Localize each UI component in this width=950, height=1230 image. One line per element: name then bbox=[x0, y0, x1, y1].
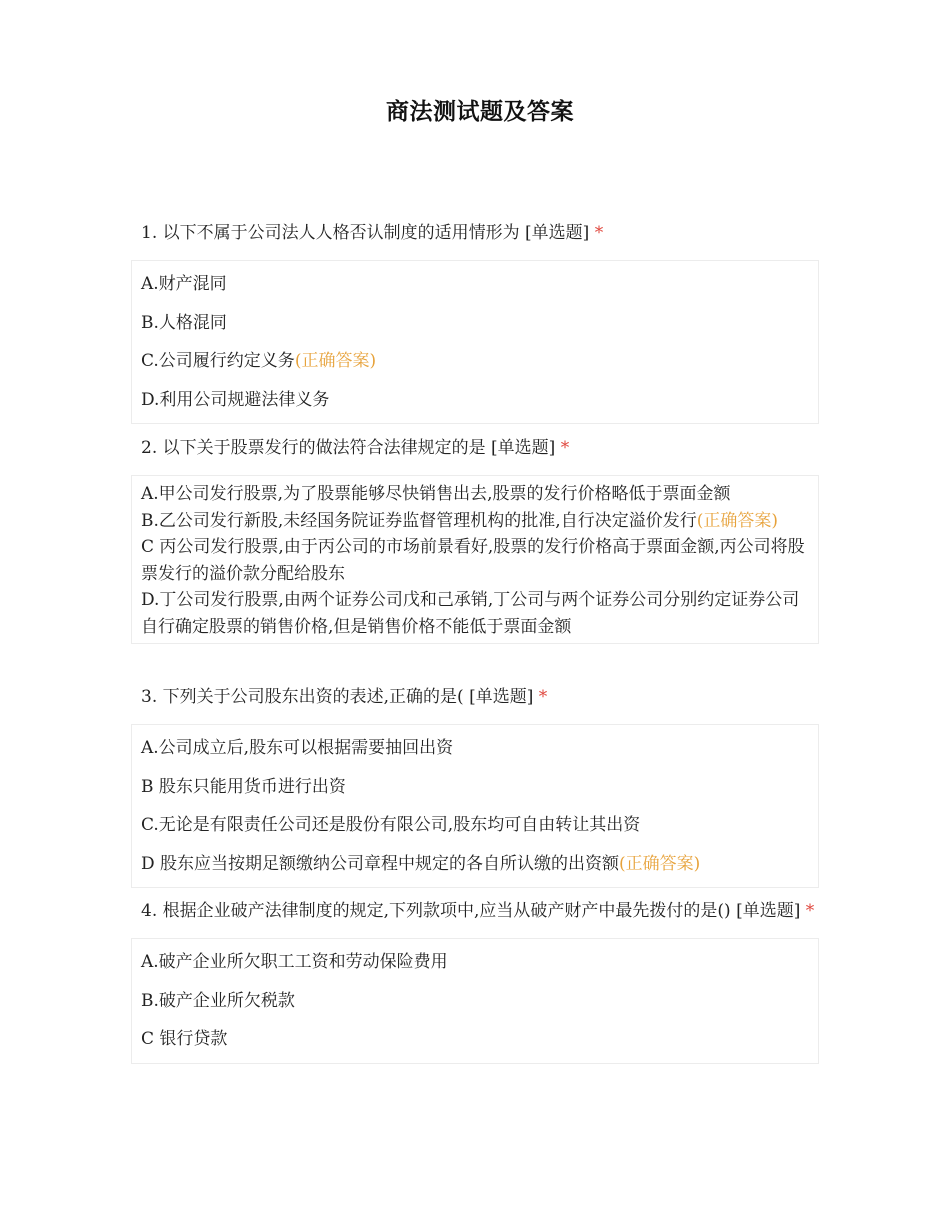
question-text: 3. 下列关于公司股东出资的表述,正确的是( [单选题] * bbox=[141, 687, 548, 707]
option-b[interactable]: B.破产企业所欠税款 bbox=[141, 990, 295, 1011]
option-a[interactable]: A.破产企业所欠职工工资和劳动保险费用 bbox=[141, 952, 448, 972]
option-c[interactable]: C.公司履行约定义务(正确答案) bbox=[141, 351, 377, 371]
option-list bbox=[131, 475, 819, 644]
question-4 bbox=[131, 892, 819, 1064]
option-a[interactable]: A.公司成立后,股东可以根据需要抽回出资 bbox=[141, 738, 454, 758]
option-list bbox=[131, 724, 819, 888]
required-mark: * bbox=[594, 223, 604, 243]
option-b[interactable]: B.人格混同 bbox=[141, 312, 227, 333]
option-b[interactable]: B.乙公司发行新股,未经国务院证券监督管理机构的批准,自行决定溢价发行(正确答案) bbox=[141, 510, 778, 531]
correct-answer-tag: (正确答案) bbox=[294, 351, 377, 371]
correct-answer-tag: (正确答案) bbox=[696, 510, 778, 531]
option-d[interactable]: D.利用公司规避法律义务 bbox=[141, 389, 330, 410]
option-b[interactable]: B 股东只能用货币进行出资 bbox=[141, 776, 346, 797]
question-text: 4. 根据企业破产法律制度的规定,下列款项中,应当从破产财产中最先拨付的是() [单选题] * bbox=[141, 901, 815, 921]
question-3 bbox=[131, 678, 819, 888]
option-d[interactable]: D.丁公司发行股票,由两个证券公司戊和己承销,丁公司与两个证券公司分别约定证券公司自行确定股票的销售价格,但是销售价格不能低于票面金额 bbox=[141, 590, 800, 637]
question-1 bbox=[131, 214, 819, 424]
option-c[interactable]: C 银行贷款 bbox=[141, 1029, 228, 1049]
question-2 bbox=[131, 429, 819, 644]
option-d[interactable]: D 股东应当按期足额缴纳公司章程中规定的各自所认缴的出资额(正确答案) bbox=[141, 853, 701, 874]
required-mark: * bbox=[538, 687, 548, 707]
option-a[interactable]: A.财产混同 bbox=[141, 274, 227, 294]
option-c[interactable]: C.无论是有限责任公司还是股份有限公司,股东均可自由转让其出资 bbox=[141, 815, 641, 835]
option-c[interactable]: C 丙公司发行股票,由于丙公司的市场前景看好,股票的发行价格高于票面金额,丙公司将股票发行的溢价款分配给股东 bbox=[141, 537, 805, 584]
option-list bbox=[131, 260, 819, 424]
page-title: 商法测试题及答案 bbox=[386, 99, 574, 125]
correct-answer-tag: (正确答案) bbox=[619, 853, 701, 874]
option-a[interactable]: A.甲公司发行股票,为了股票能够尽快销售出去,股票的发行价格略低于票面金额 bbox=[141, 484, 731, 504]
required-mark: * bbox=[560, 438, 570, 458]
question-text: 2. 以下关于股票发行的做法符合法律规定的是 [单选题] * bbox=[141, 438, 570, 458]
required-mark: * bbox=[805, 901, 815, 921]
question-text: 1. 以下不属于公司法人人格否认制度的适用情形为 [单选题] * bbox=[141, 223, 604, 243]
option-list bbox=[131, 938, 819, 1064]
